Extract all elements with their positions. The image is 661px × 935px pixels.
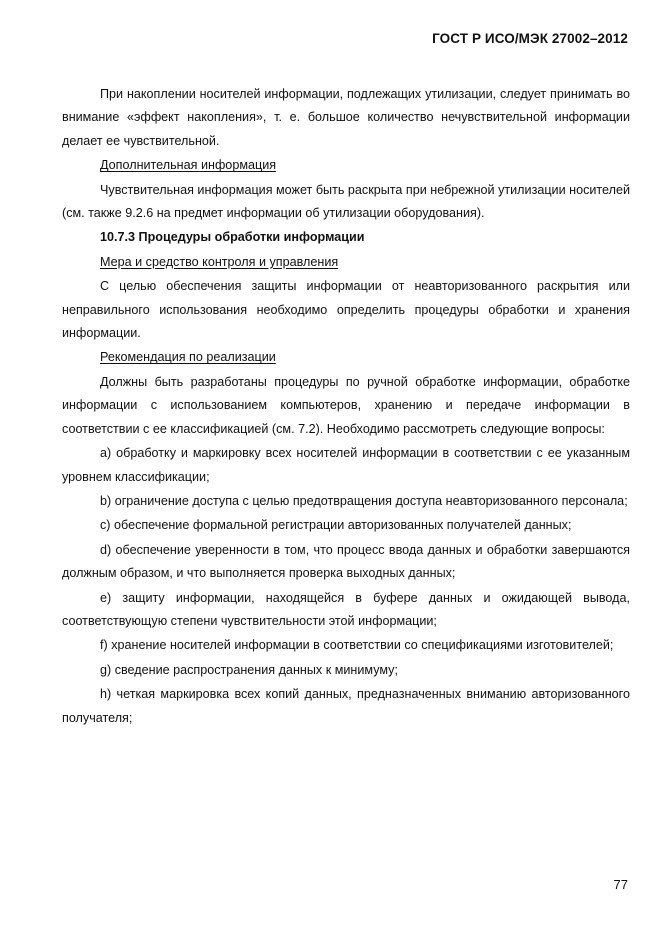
- paragraph-disclosure: Чувствительная информация может быть раскрыта при небрежной утилизации носителей (см. также 9.2.6 на предмет информации об утилизации оборудования).: [62, 182, 631, 221]
- list-item-a: a) обработку и маркировку всех носителей информации в соответствии с ее указанным уровнем классификации;: [62, 446, 630, 484]
- list-item-d: d) обеспечение уверенности в том, что процесс ввода данных и обработки завершаются должным образом, и что выполняется проверка выходных данных;: [62, 542, 630, 581]
- standard-header: ГОСТ Р ИСО/МЭК 27002–2012: [432, 31, 628, 46]
- page-number: 77: [613, 877, 628, 892]
- paragraph-procedures: Должны быть разработаны процедуры по ручной обработке информации, обработке информации с использованием компьютеров, хранению и передаче информации в соответствии с ее классификацией (см. 7.2). Необходимо рассмотреть следующие вопросы:: [62, 374, 630, 436]
- control-label: [62, 251, 630, 274]
- paragraph-control: С целью обеспечения защиты информации от неавторизованного раскрытия или неправильного использования необходимо определить процедуры обработки и хранения информации.: [62, 279, 630, 341]
- list-item-h: h) четкая маркировка всех копий данных, предназначенных вниманию авторизованного получателя;: [62, 687, 630, 725]
- section-heading: 10.7.3 Процедуры обработки информации: [100, 230, 365, 245]
- list-item-c: c) обеспечение формальной регистрации авторизованных получателей данных;: [100, 518, 572, 533]
- guidance-label: [62, 346, 630, 369]
- additional-info-label: [62, 154, 630, 177]
- paragraph-accumulation: При накоплении носителей информации, подлежащих утилизации, следует принимать во внимание «эффект накопления», т. е. большое количество нечувствительной информации делает ее чувствительной.: [62, 87, 630, 148]
- control-label-text: Мера и средство контроля и управления: [100, 254, 339, 269]
- list-item-g: g) сведение распространения данных к минимуму;: [100, 662, 398, 677]
- page-content: [62, 83, 630, 731]
- list-item-b: b) ограничение доступа с целью предотвращения доступа неавторизованного персонала;: [100, 493, 628, 508]
- additional-info-text: Дополнительная информация: [100, 158, 277, 173]
- guidance-label-text: Рекомендация по реализации: [100, 350, 276, 365]
- list-item-e: e) защиту информации, находящейся в буфере данных и ожидающей вывода, соответствующую степени чувствительности этой информации;: [62, 590, 630, 628]
- list-item-f: f) хранение носителей информации в соответствии со спецификациями изготовителей;: [100, 638, 614, 653]
